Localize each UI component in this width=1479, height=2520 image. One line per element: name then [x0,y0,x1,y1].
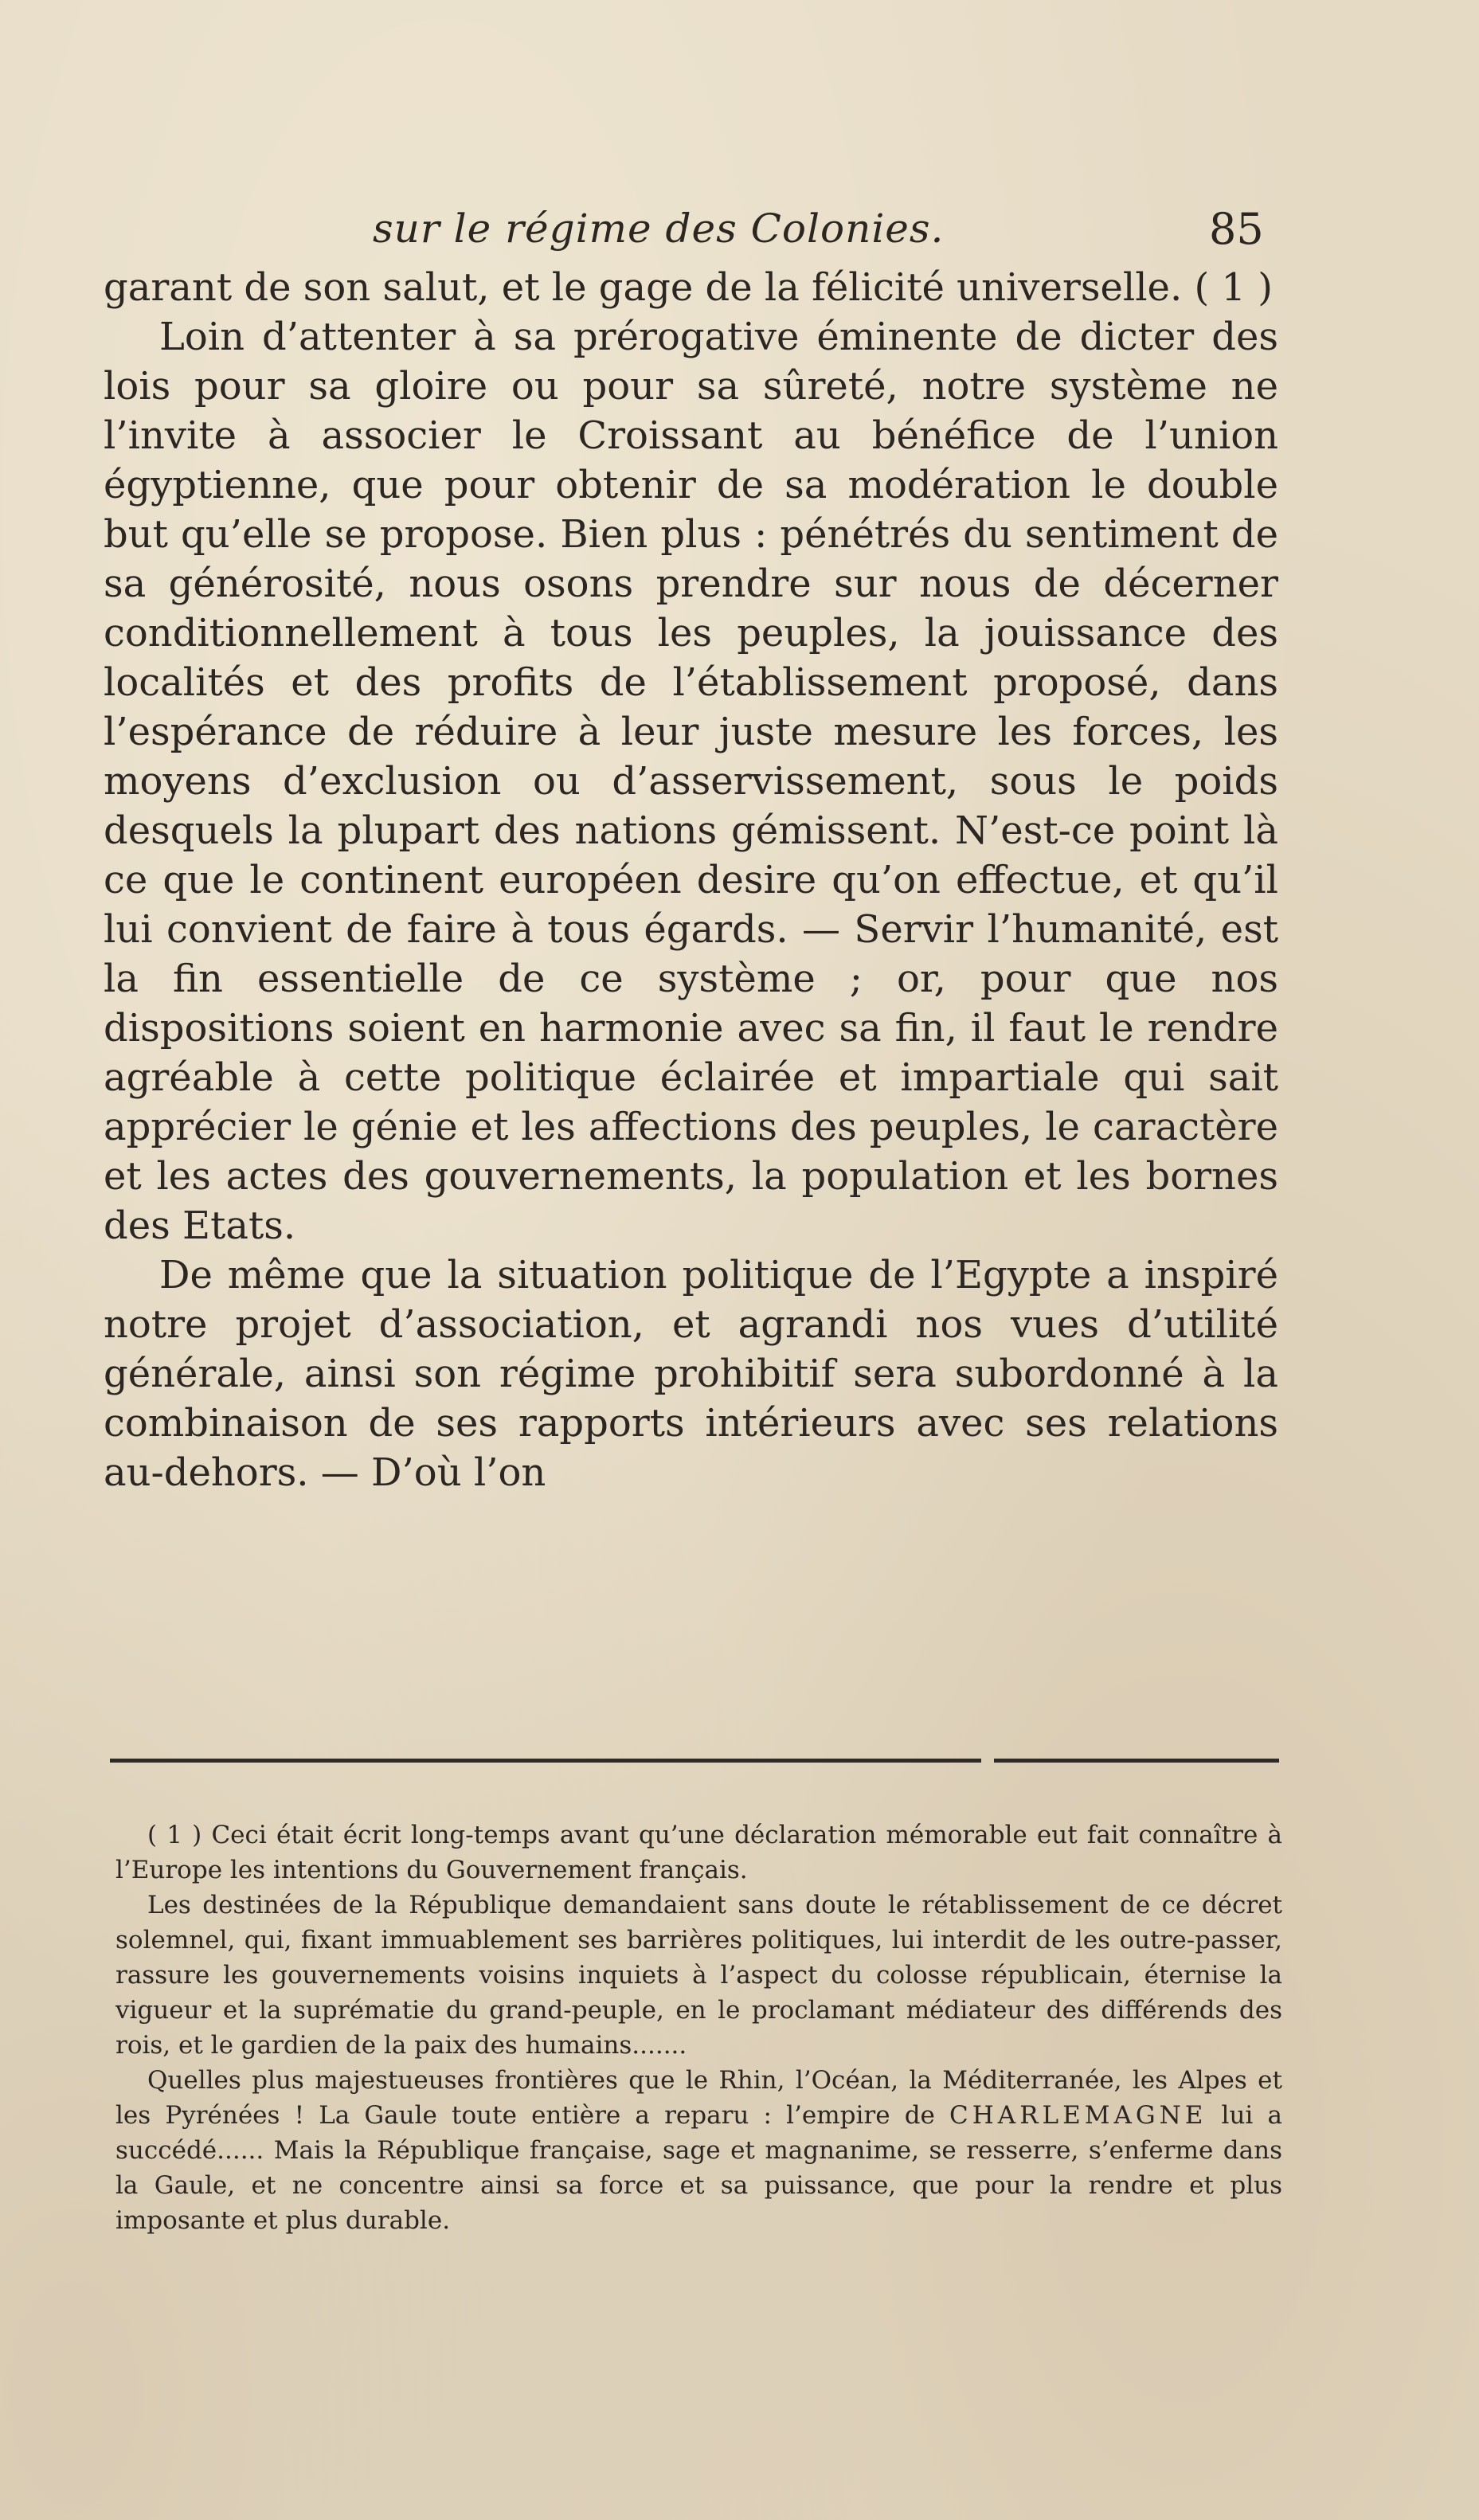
footnote-paragraph: ( 1 ) Ceci était écrit long-temps avant qu’une déclaration mémorable eut fait connaître à l’Europe les intentions du Gouvernement français. [115,1821,1282,1884]
footnote-rule [110,1759,981,1763]
charlemagne-name: CHARLEMAGNE [949,2101,1207,2130]
page-number: 85 [1209,204,1264,254]
page-header [0,205,1479,261]
running-title: sur le régime des Colonies. [373,205,945,252]
footnote-text: lui a succédé...... Mais la République française, sage et magnanime, se resserre, s’enferme dans la Gaule, et ne concentre ainsi sa force et sa puissance, que pour la rendre et plus imposante et plus durable. [115,2101,1282,2235]
footnote [115,1818,1282,2238]
footnote-paragraph [115,2063,1282,2238]
paragraph: De même que la situation politique de l’Egypte a inspiré notre projet d’association, et agrandi nos vues d’utilité générale, ainsi son régime prohibitif sera subordonné à la combinaison de ses rapports intérieurs avec ses relations au-dehors. — D’où l’on [104,1253,1278,1495]
footnote-text: Quelles plus majestueuses frontières que le Rhin, l’Océan, la Méditerranée, les Alpes et les Pyrénées ! La Gaule toute entière a reparu : l’empire de [115,2066,1282,2130]
footnote-paragraph: Les destinées de la République demandaient sans doute le rétablissement de ce décret solemnel, qui, fixant immuablement ses barrières politiques, lui interdit de les outre-passer, rassure les gouvernements voisins inquiets à l’aspect du colosse républicain, éternise la vigueur et la suprématie du grand-peuple, en le proclamant médiateur des différends des rois, et le gardien de la paix des humains....... [115,1891,1282,2060]
main-text [104,263,1278,1497]
paragraph: Loin d’attenter à sa prérogative éminente de dicter des lois pour sa gloire ou pour sa sûreté, notre système ne l’invite à associer le Croissant au bénéfice de l’union égyptienne, que pour obtenir de sa modération le double but qu’elle se propose. Bien plus : pénétrés du sentiment de sa générosité, nous osons prendre sur nous de décerner conditionnellement à tous les peuples, la jouissance des localités et des profits de l’établissement proposé, dans l’espérance de réduire à leur juste mesure les forces, les moyens d’exclusion ou d’asservissement, sous le poids desquels la plupart des nations gémissent. N’est-ce point là ce que le continent européen desire qu’on effectue, et qu’il lui convient de faire à tous égards. — Servir l’humanité, est la fin essentielle de ce système ; or, pour que nos dispositions soient en harmonie avec sa fin, il faut le rendre agréable à cette politique éclairée et impartiale qui sait apprécier le génie et les affections des peuples, le caractère et les actes des gouvernements, la population et les bornes des Etats. [104,315,1278,1248]
footnote-rule-tail [994,1759,1279,1763]
paragraph-continued: garant de son salut, et le gage de la félicité universelle. ( 1 ) [104,265,1273,310]
